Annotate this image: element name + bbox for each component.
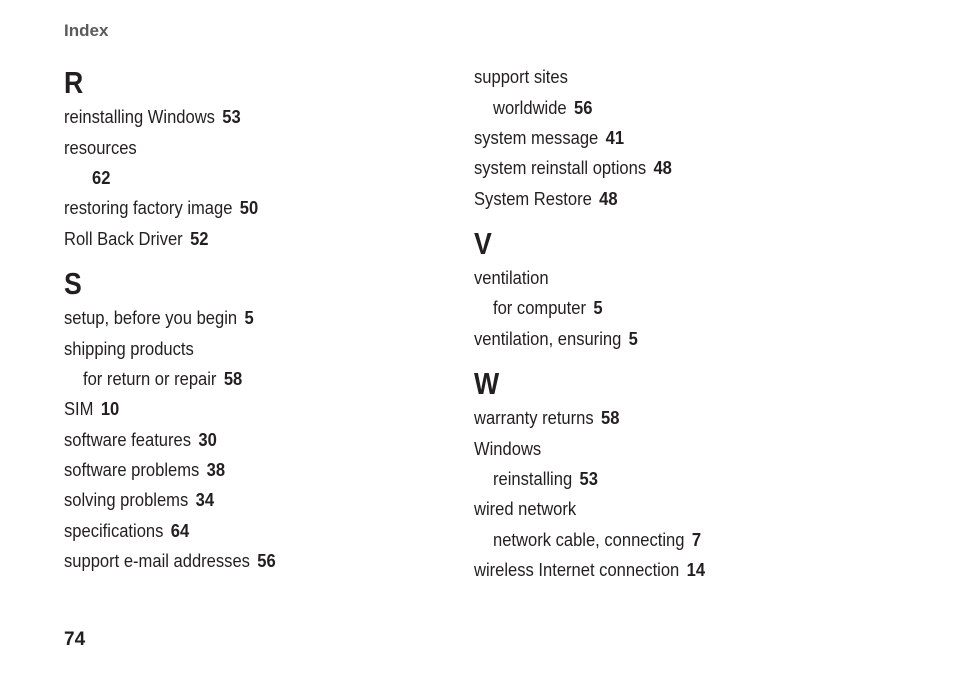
- index-page-number: 38: [206, 460, 226, 480]
- index-term: ventilation: [474, 268, 549, 288]
- index-term: wireless Internet connection: [474, 560, 680, 580]
- index-term: System Restore: [474, 189, 592, 209]
- index-term: Windows: [474, 439, 542, 459]
- index-term: software problems: [64, 460, 200, 480]
- index-subentry: [493, 529, 701, 551]
- index-page-number: 7: [691, 530, 702, 550]
- index-entry: [64, 550, 276, 572]
- index-term: wired network: [474, 499, 577, 519]
- index-entry: [64, 459, 225, 481]
- index-term: warranty returns: [474, 408, 594, 428]
- index-term: for computer: [493, 298, 586, 318]
- index-term: restoring factory image: [64, 198, 233, 218]
- index-page-number: 53: [579, 469, 598, 489]
- index-term: system message: [474, 128, 599, 148]
- index-page-number: 48: [599, 189, 618, 209]
- index-page-number: 64: [170, 521, 190, 541]
- index-term: reinstalling Windows: [64, 107, 215, 127]
- index-page-number: 34: [195, 490, 215, 510]
- index-entry: [64, 429, 217, 451]
- index-page-number: 56: [574, 98, 593, 118]
- index-term: resources: [64, 138, 137, 158]
- index-term: support e-mail addresses: [64, 551, 250, 571]
- index-entry: [64, 228, 208, 250]
- index-term: network cable, connecting: [493, 530, 685, 550]
- index-term: worldwide: [493, 98, 567, 118]
- index-page-number: 48: [653, 158, 672, 178]
- index-term: specifications: [64, 521, 164, 541]
- index-page-number: 41: [605, 128, 625, 148]
- index-entry: [474, 157, 672, 179]
- index-page-number: 52: [190, 229, 209, 249]
- index-entry: [474, 66, 568, 88]
- index-term: system reinstall options: [474, 158, 647, 178]
- index-page-number: 62: [92, 168, 111, 188]
- index-subentry: [493, 468, 598, 490]
- index-page-number: 5: [593, 298, 603, 318]
- index-page-number: 14: [686, 560, 706, 580]
- section-letter-v: V: [474, 226, 492, 261]
- index-entry: [474, 328, 638, 350]
- index-page-number: 5: [244, 308, 254, 328]
- index-term: for return or repair: [83, 369, 217, 389]
- index-term: support sites: [474, 67, 568, 87]
- index-entry: [474, 438, 541, 460]
- index-term: Roll Back Driver: [64, 229, 183, 249]
- index-page-number: 5: [628, 329, 638, 349]
- index-entry: [64, 307, 254, 329]
- index-page-number: 58: [223, 369, 243, 389]
- index-term: ventilation, ensuring: [474, 329, 622, 349]
- index-term: setup, before you begin: [64, 308, 238, 328]
- index-page-number: 50: [239, 198, 259, 218]
- index-entry: [474, 188, 618, 210]
- index-entry: [64, 398, 119, 420]
- index-term: solving problems: [64, 490, 189, 510]
- index-term: shipping products: [64, 339, 194, 359]
- index-entry: [64, 489, 214, 511]
- running-header: Index: [64, 21, 109, 40]
- index-page-number: 10: [100, 399, 120, 419]
- index-entry: [474, 559, 705, 581]
- index-term: reinstalling: [493, 469, 573, 489]
- index-entry: [474, 267, 549, 289]
- index-subentry: [92, 167, 110, 189]
- index-page-number: 53: [222, 107, 241, 127]
- index-entry: [474, 127, 624, 149]
- index-entry: [64, 137, 137, 159]
- index-subentry: [493, 297, 603, 319]
- index-page-number: 30: [198, 430, 217, 450]
- index-entry: [64, 197, 258, 219]
- index-page-number: 56: [257, 551, 276, 571]
- index-page-number: 58: [601, 408, 620, 428]
- index-term: SIM: [64, 399, 94, 419]
- index-subentry: [83, 368, 242, 390]
- index-entry: [64, 106, 241, 128]
- section-letter-w: W: [474, 366, 500, 401]
- index-term: software features: [64, 430, 192, 450]
- index-entry: [474, 498, 576, 520]
- index-subentry: [493, 97, 592, 119]
- page-number: 74: [64, 629, 86, 650]
- index-entry: [64, 338, 194, 360]
- index-entry: [474, 407, 619, 429]
- section-letter-r: R: [64, 65, 84, 100]
- section-letter-s: S: [64, 266, 82, 301]
- index-entry: [64, 520, 189, 542]
